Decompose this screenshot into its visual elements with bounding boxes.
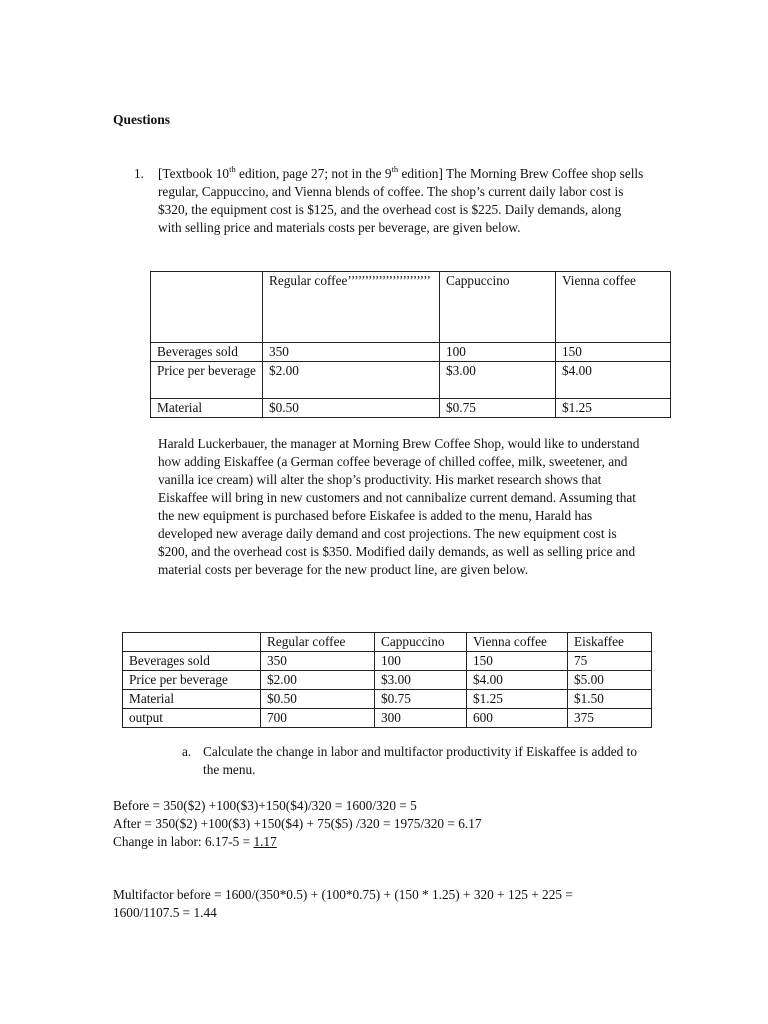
subquestion-letter: a. (182, 744, 192, 759)
table-cell: 700 (261, 709, 375, 728)
table-header-row (123, 633, 652, 652)
calc-change-line (113, 833, 277, 851)
table-header-cell: Regular coffee’’’’’’’’’’’’’’’’’’’’’’’’ (263, 272, 440, 343)
table-cell: $2.00 (263, 362, 440, 399)
question-1-text (158, 165, 648, 237)
table-header-cell: Eiskaffee (568, 633, 652, 652)
table-cell: 150 (556, 343, 671, 362)
table-row (123, 709, 652, 728)
change-value: 1.17 (253, 834, 277, 849)
table-cell: 375 (568, 709, 652, 728)
table-cell: $0.50 (261, 690, 375, 709)
table-row-label: Price per beverage (123, 671, 261, 690)
table-cell: 150 (467, 652, 568, 671)
calc-multifactor-line-1: Multifactor before = 1600/(350*0.5) + (100*0.75) + (150 * 1.25) + 320 + 125 + 225 = (113, 887, 573, 902)
q1-text-part2: edition, page 27; not in the 9 (235, 166, 392, 181)
table-row (123, 690, 652, 709)
question-number: 1. (134, 166, 144, 181)
new-products-table (122, 632, 652, 728)
calc-after-line: After = 350($2) +100($3) +150($4) + 75($5) /320 = 1975/320 = 6.17 (113, 816, 482, 831)
table-cell: $3.00 (375, 671, 467, 690)
subquestion-text: Calculate the change in labor and multifactor productivity if Eiskaffee is added to the menu. (203, 744, 637, 777)
table-cell: $1.50 (568, 690, 652, 709)
table-header-row (151, 272, 671, 343)
table-row-label: Price per beverage (151, 362, 263, 399)
table-cell: 100 (375, 652, 467, 671)
table-cell: $1.25 (467, 690, 568, 709)
change-label: Change in labor: 6.17-5 = (113, 834, 254, 849)
table-row (123, 671, 652, 690)
table-cell: $4.00 (556, 362, 671, 399)
table-row (123, 652, 652, 671)
table-cell: 600 (467, 709, 568, 728)
table-cell: $3.00 (440, 362, 556, 399)
table-header-cell: Vienna coffee (467, 633, 568, 652)
scenario-paragraph: Harald Luckerbauer, the manager at Morning Brew Coffee Shop, would like to understand how adding Eiskaffee (a German coffee beverage of chilled coffee, milk, sweetener, and vanilla ice cream) will alter the shop’s productivity. His market research shows that Eiskaffee will bring in new customers and not cannibalize current demand. Assuming that the new equipment is purchased before Eiskafee is added to the menu, Harald has developed new average daily demand and cost projections. The new equipment cost is $200, and the overhead cost is $350. Modified daily demands, as well as selling price and material costs per beverage for the new product line, are given below. (158, 436, 640, 577)
table-header-cell (123, 633, 261, 652)
table-cell: $0.75 (375, 690, 467, 709)
table-cell: $2.00 (261, 671, 375, 690)
table-cell: 300 (375, 709, 467, 728)
table-header-cell: Regular coffee (261, 633, 375, 652)
section-heading: Questions (113, 112, 171, 127)
table-cell: 350 (263, 343, 440, 362)
table-cell: $1.25 (556, 399, 671, 418)
q1-superscript-2: th (391, 163, 399, 174)
table-header-cell: Cappuccino (375, 633, 467, 652)
table-row (151, 343, 671, 362)
table-row (151, 399, 671, 418)
q1-text-part3: edition] The Morning Brew Coffee shop sells regular, Cappuccino, and Vienna blends of coffee. The shop’s current daily labor cost is $320, the equipment cost is $125, and the overhead cost is $225. Daily demands, along with selling price and materials costs per beverage, are given below. (158, 166, 644, 235)
table-header-cell: Cappuccino (440, 272, 556, 343)
table-row-label: Beverages sold (123, 652, 261, 671)
table-cell: $0.50 (263, 399, 440, 418)
calc-before-line: Before = 350($2) +100($3)+150($4)/320 = 1600/320 = 5 (113, 798, 417, 813)
table-header-cell: Vienna coffee (556, 272, 671, 343)
table-row-label: Material (123, 690, 261, 709)
table-row (151, 362, 671, 399)
table-cell: 100 (440, 343, 556, 362)
table-row-label: Material (151, 399, 263, 418)
calc-multifactor-line-2: 1600/1107.5 = 1.44 (113, 905, 217, 920)
table-cell: $0.75 (440, 399, 556, 418)
table-row-label: output (123, 709, 261, 728)
q1-superscript-1: th (229, 163, 236, 174)
table-cell: $5.00 (568, 671, 652, 690)
table-cell: 75 (568, 652, 652, 671)
current-products-table (150, 271, 671, 418)
table-row-label: Beverages sold (151, 343, 263, 362)
q1-text-part1: [Textbook 10 (158, 166, 230, 181)
table-header-cell (151, 272, 263, 343)
table-cell: 350 (261, 652, 375, 671)
table-cell: $4.00 (467, 671, 568, 690)
